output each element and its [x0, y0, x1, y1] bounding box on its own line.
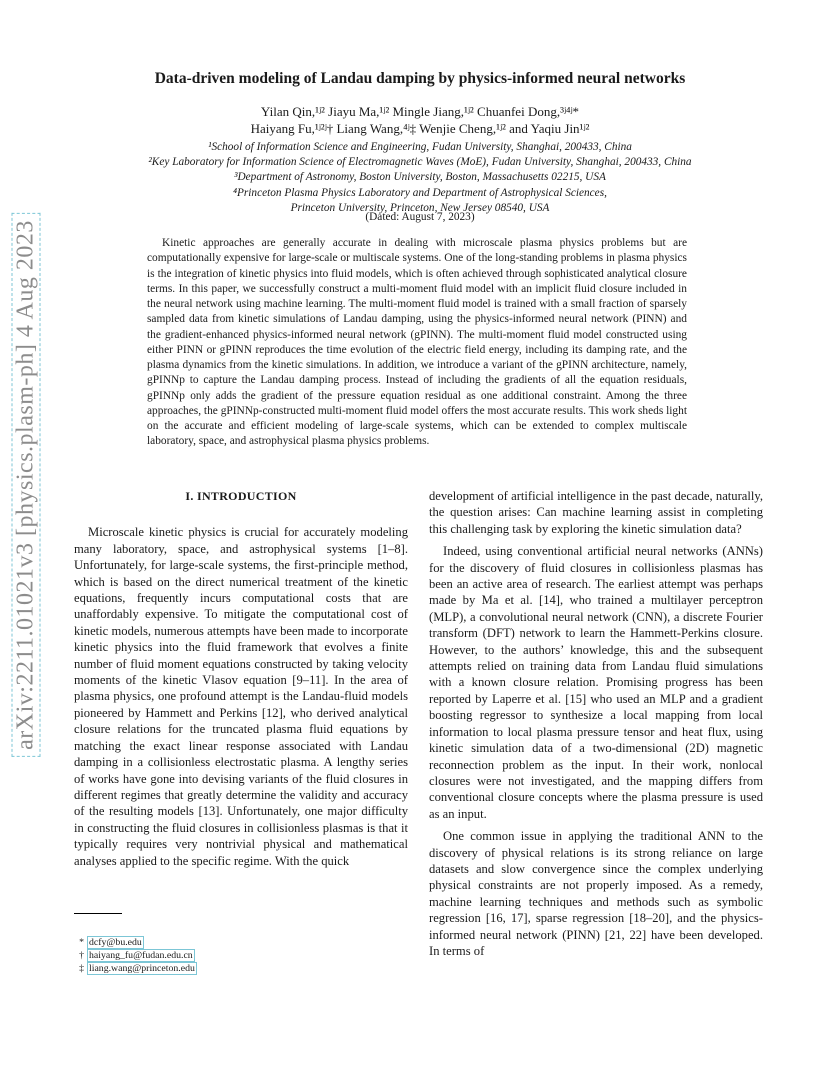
footnote-mark: *: [79, 937, 84, 948]
paragraph: One common issue in applying the traditional ANN to the discovery of physical relations is its strong reliance on large datasets and slow convergence since the complex underlying physical constraints are not properly imposed. As a remedy, machine learning techniques and methods such as symbolic regression [16, 17], sparse regression [18–20], and the physics-informed neural network (PINN) [21, 22] have been developed. In terms of: [429, 829, 763, 958]
paragraph: Microscale kinetic physics is crucial for accurately modeling many laboratory, space, and astrophysical systems [1–8]. Unfortunately, for large-scale systems, the first-principle method, which is based on the direct numerical treatment of the kinetic equations, frequently incurs computational costs that are unaffordably expensive. To mitigate the computational cost of kinetic models, numerous attempts have been made to incorporate kinetic physics into the fluid framework that evolves a finite number of fluid moment equations constructed by taking velocity moments of the kinetic Vlasov equation [9–11]. In the area of plasma physics, one profound attempt is the Landau-fluid models pioneered by Hammett and Perkins [12], who derived analytical closure relations for the truncated plasma fluid equations by matching the exact linear response associated with Landau damping in a collisionless electrostatic plasma. A lengthy series of works have gone into devising variants of the fluid closures in different regimes that greatly determine the validity and accuracy of the resulting models [13]. Unfortunately, one major difficulty in constructing the fluid closures in collisionless plasmas is that it typically requires very nontrivial physical and mathematical analyses applied to the specific regime. With the quick: [74, 525, 408, 868]
section-heading: I. INTRODUCTION: [185, 489, 297, 503]
author-line-2: Haiyang Fu,¹ʲ²ʲ† Liang Wang,⁴ʲ‡ Wenjie Cheng,¹ʲ² and Yaqiu Jin¹ʲ²: [250, 121, 590, 136]
affiliation-2: ²Key Laboratory for Information Science of Electromagnetic Waves (MoE), Fudan University, Shanghai, 200433, China: [148, 156, 692, 169]
paragraph: Indeed, using conventional artificial neural networks (ANNs) for the discovery of fluid closures in collisionless plasmas has been an active area of research. The earliest attempt was perhaps made by Ma et al. [14], who trained a multilayer perceptron (MLP), a convolutional neural network (CNN), a discrete Fourier transform (DFT) network to learn the Hammett-Perkins closure. However, to the authors’ knowledge, this and the subsequent attempts relied on training data from Landau fluid simulations with a known closure relation. Promising progress has been reported by Laperre et al. [15] who used an MLP and a gradient boosting regressor to synthesize a local mapping from local information to local plasma pressure tensor and heat flux, using kinetic simulation data of a two-dimensional (2D) magnetic reconnection problem as the input. In their work, nonlocal closures were not investigated, and the mapping differs from conventional closure concepts where the plasma pressure is used as an input.: [429, 544, 763, 821]
footnotes: [74, 936, 197, 975]
affiliation-3: ³Department of Astronomy, Boston University, Boston, Massachusetts 02215, USA: [234, 171, 606, 184]
footnote: [74, 949, 197, 962]
right-column: [429, 488, 763, 965]
abstract: [147, 236, 687, 450]
email-link[interactable]: liang.wang@princeton.edu: [89, 963, 195, 974]
affiliation-4: ⁴Princeton Plasma Physics Laboratory and Department of Astrophysical Sciences,: [233, 186, 607, 199]
arxiv-identifier[interactable]: arXiv:2211.01021v3 [physics.plasm-ph] 4 Aug 2023: [12, 213, 41, 757]
abstract-text: Kinetic approaches are generally accurate in dealing with microscale plasma physics problems but are computationally expensive for large-scale or multiscale systems. One of the long-standing problems in plasma physics is the integration of kinetic physics into fluid models, which is often achieved through sophisticated analytical closure terms. In this paper, we successfully construct a multi-moment fluid model with an implicit fluid closure included in the neural network using machine learning. The multi-moment fluid model is trained with a small fraction of sparsely sampled data from kinetic simulations of Landau damping, using the physics-informed neural network (PINN) and the gradient-enhanced physics-informed neural network (gPINN). The multi-moment fluid model constructed using either PINN or gPINN reproduces the time evolution of the electric field energy, including its damping rate, and the plasma dynamics from the kinetic simulations. In addition, we introduce a variant of the gPINN architecture, namely, gPINNp to capture the Landau damping process. Instead of including the gradients of all the equation residuals, gPINNp only adds the gradient of the pressure equation residual as one additional constraint. Among the three approaches, the gPINNp-constructed multi-moment fluid model offers the most accurate results. This work sheds light on the accurate and efficient modeling of large-scale systems, which can be extended to complex multiscale laboratory, space, and astrophysical plasma physics problems.: [147, 237, 687, 448]
email-link[interactable]: dcfy@bu.edu: [89, 937, 142, 948]
footnote-rule: [74, 913, 122, 914]
email-link[interactable]: haiyang_fu@fudan.edu.cn: [89, 950, 193, 961]
footnote-mark: ‡: [79, 963, 84, 974]
affiliation-1: ¹School of Information Science and Engineering, Fudan University, Shanghai, 200433, China: [208, 141, 632, 153]
date-line: (Dated: August 7, 2023): [365, 211, 475, 223]
footnote: [74, 962, 197, 975]
arxiv-sidebar-stamp[interactable]: [6, 200, 46, 770]
affiliations: [70, 140, 770, 216]
affiliation-4-cont: Princeton University, Princeton, New Jersey 08540, USA: [290, 201, 550, 214]
author-line-1: Yilan Qin,¹ʲ² Jiayu Ma,¹ʲ² Mingle Jiang,¹ʲ² Chuanfei Dong,³ʲ⁴ʲ*: [260, 104, 580, 119]
paragraph: development of artificial intelligence in the past decade, naturally, the question arises: Can machine learning assist in completing this challenging task by exploring the kinetic simulation data?: [429, 489, 763, 536]
left-column: [74, 488, 408, 875]
footnote: [74, 936, 197, 949]
footnote-mark: †: [79, 950, 84, 961]
paper-title: Data-driven modeling of Landau damping by physics-informed neural networks: [154, 70, 686, 87]
